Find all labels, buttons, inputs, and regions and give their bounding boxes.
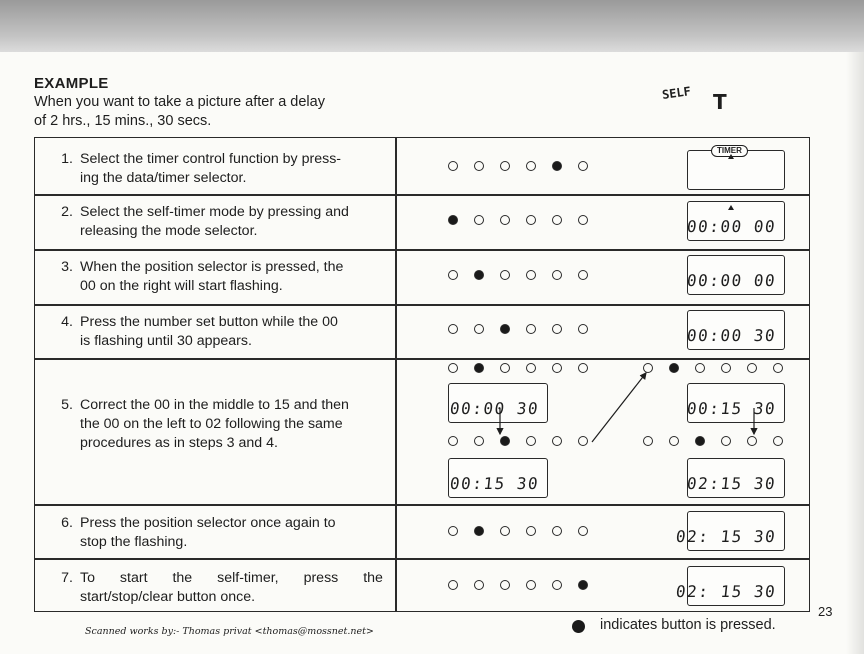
step-word: the (172, 570, 193, 586)
step-line: When the position selector is pressed, the (80, 259, 344, 275)
button-dot (474, 580, 484, 590)
steps-table (34, 137, 810, 612)
step-line: 00 on the right will start flashing. (80, 278, 283, 294)
step-number: 7. (61, 570, 73, 586)
intro-text (34, 93, 325, 131)
pressed-button-dot-icon (572, 620, 585, 633)
step-number: 1. (61, 151, 73, 167)
step-line (80, 569, 383, 588)
page-number: 23 (818, 604, 833, 619)
example-heading: EXAMPLE (34, 75, 109, 92)
lcd-readout: 02: 15 30 (674, 527, 777, 546)
step-line: Press the number set button while the 00 (80, 314, 338, 330)
button-pressed-dot (578, 580, 588, 590)
timer-mode-tag: TIMER (711, 145, 748, 157)
step-line: Select the timer control function by press- (80, 151, 342, 167)
intro-line-2: of 2 hrs., 15 mins., 30 secs. (34, 113, 212, 129)
lcd-readout: 00:00 30 (448, 399, 540, 418)
step-number: 5. (61, 397, 73, 413)
step-word: press (303, 570, 339, 586)
button-dot (448, 526, 458, 536)
step-word: To (80, 570, 95, 586)
step-word: start (119, 570, 148, 586)
step-line: stop the flashing. (80, 534, 188, 550)
button-dot (500, 580, 510, 590)
lcd-readout: 02:15 30 (685, 474, 777, 493)
button-dot (448, 580, 458, 590)
scan-credit: Scanned works by:- Thomas privat <thomas@mossnet.net> (85, 626, 374, 637)
scan-top-band (0, 0, 864, 52)
step-line: the 00 on the left to 02 following the same (80, 416, 343, 432)
lcd-readout: 00:15 30 (448, 474, 540, 493)
intro-line-1: When you want to take a picture after a delay (34, 94, 325, 110)
lcd-readout: 00:00 00 (685, 271, 777, 290)
button-dot (500, 526, 510, 536)
step-line: Select the self-timer mode by pressing and (80, 204, 349, 220)
step-line: is flashing until 30 appears. (80, 333, 252, 349)
legend-text: indicates button is pressed. (600, 617, 776, 633)
step-line: releasing the mode selector. (80, 223, 258, 239)
handwritten-note-word: SELF (661, 84, 692, 102)
button-dot (526, 526, 536, 536)
lcd-display (674, 566, 785, 606)
step-number: 6. (61, 515, 73, 531)
button-dot (578, 526, 588, 536)
step-number: 3. (61, 259, 73, 275)
step-line: Press the position selector once again to (80, 515, 336, 531)
lcd-readout: 00:00 00 (685, 217, 777, 236)
scan-edge-shadow (846, 52, 864, 654)
handwritten-note-mark: T (713, 90, 727, 114)
button-dot (552, 526, 562, 536)
button-dot (552, 580, 562, 590)
step-number: 2. (61, 204, 73, 220)
button-dot (526, 580, 536, 590)
button-pressed-dot (474, 526, 484, 536)
step-word: the (363, 570, 383, 586)
lcd-readout: 02: 15 30 (674, 582, 777, 601)
lcd-readout: 00:00 30 (685, 326, 777, 345)
step-line: procedures as in steps 3 and 4. (80, 435, 278, 451)
step-number: 4. (61, 314, 73, 330)
step-word: self-timer, (217, 570, 279, 586)
step-line: ing the data/timer selector. (80, 170, 247, 186)
lcd-readout: 00:15 30 (685, 399, 777, 418)
step-line: Correct the 00 in the middle to 15 and then (80, 397, 349, 413)
step-line: start/stop/clear button once. (80, 589, 256, 605)
lcd-display (674, 511, 785, 551)
